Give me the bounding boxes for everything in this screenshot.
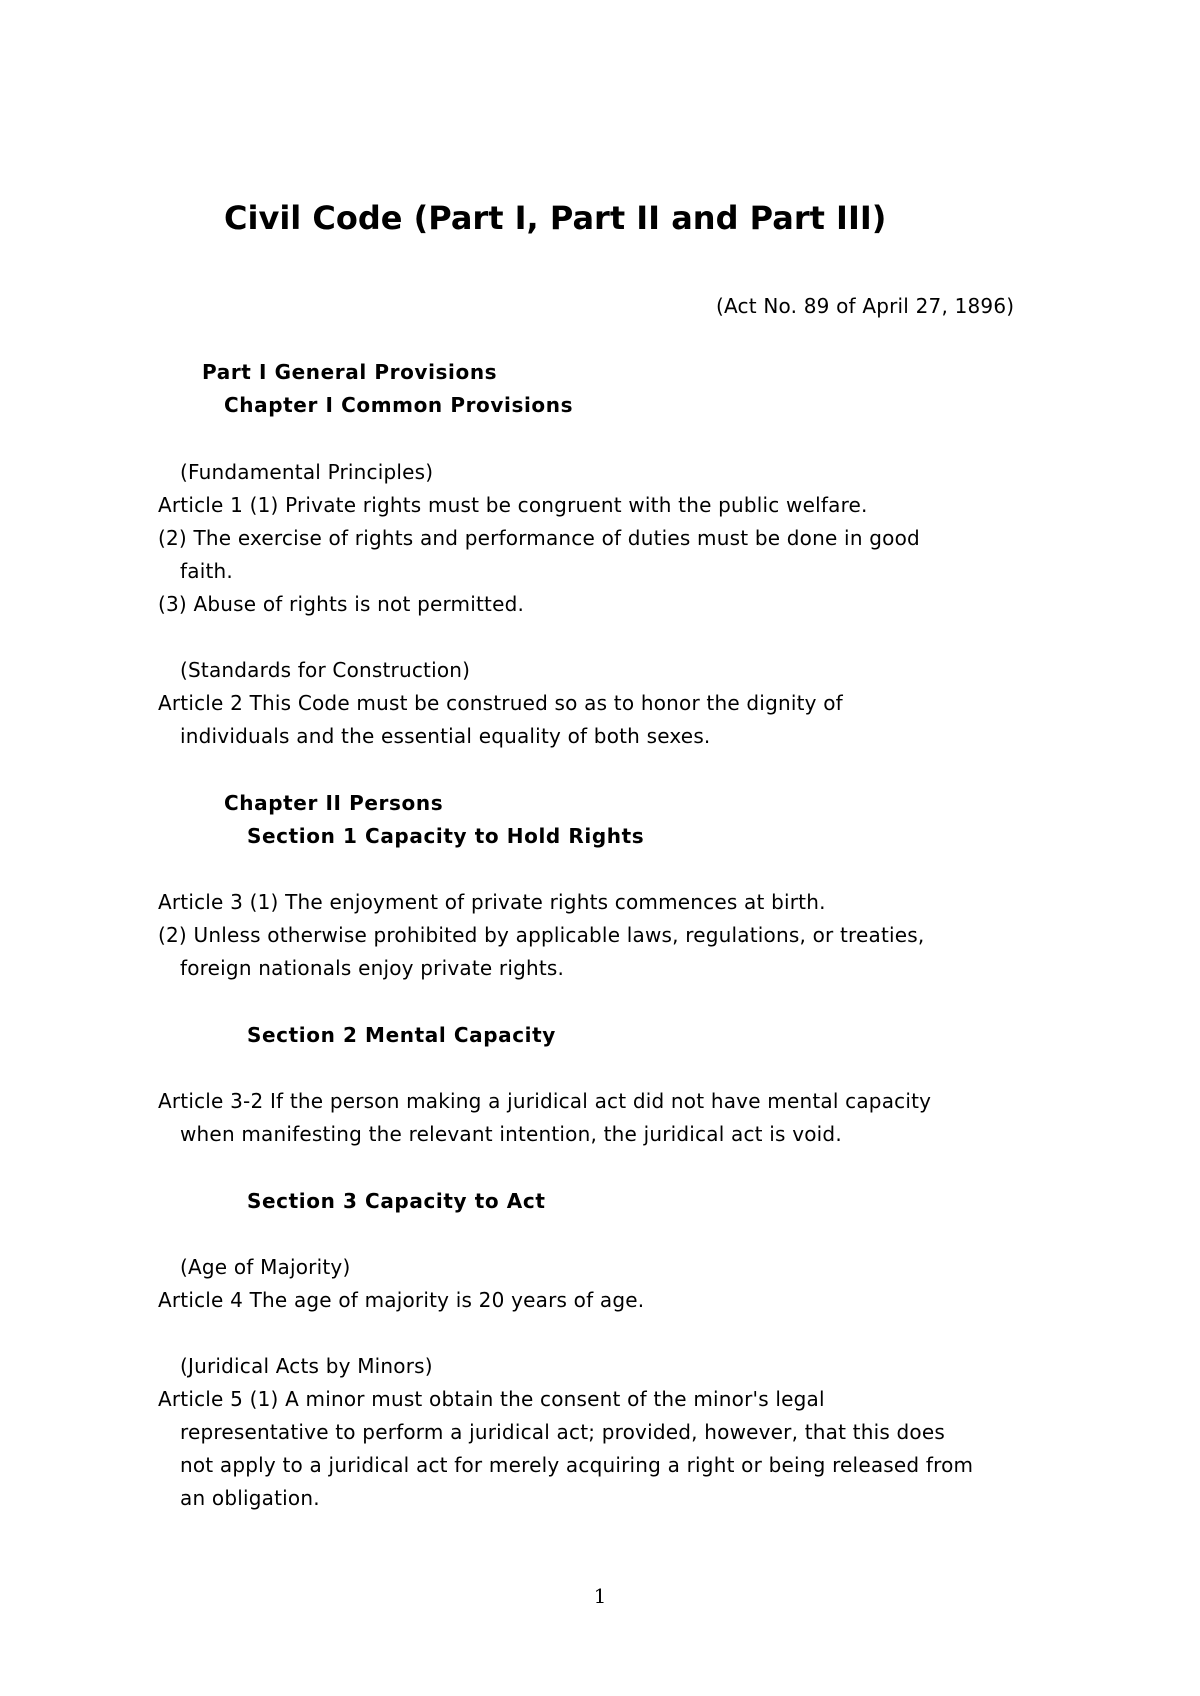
- article-text: when manifesting the relevant intention, the juridical act is void.: [180, 1122, 842, 1146]
- document-title: Civil Code (Part I, Part II and Part III): [224, 199, 887, 237]
- article-text: Article 3-2 If the person making a juridical act did not have mental capacity: [158, 1089, 932, 1113]
- article-text: (2) The exercise of rights and performance of duties must be done in good: [158, 526, 920, 550]
- article-text: Article 2 This Code must be construed so as to honor the dignity of: [158, 691, 843, 715]
- article-text: (2) Unless otherwise prohibited by applicable laws, regulations, or treaties,: [158, 923, 925, 947]
- article-text: individuals and the essential equality of both sexes.: [180, 724, 711, 748]
- article-text: not apply to a juridical act for merely acquiring a right or being released from: [180, 1453, 974, 1477]
- section-heading: Section 2 Mental Capacity: [247, 1023, 556, 1047]
- act-number: (Act No. 89 of April 27, 1896): [716, 294, 1015, 318]
- article-text: (3) Abuse of rights is not permitted.: [158, 592, 525, 616]
- chapter-heading: Chapter II Persons: [224, 791, 444, 815]
- chapter-heading: Chapter I Common Provisions: [224, 393, 574, 417]
- article-text: representative to perform a juridical act; provided, however, that this does: [180, 1420, 945, 1444]
- part-heading: Part I General Provisions: [202, 360, 498, 384]
- article-text: Article 4 The age of majority is 20 years of age.: [158, 1288, 645, 1312]
- article-caption: (Juridical Acts by Minors): [180, 1354, 433, 1378]
- article-text: an obligation.: [180, 1486, 320, 1510]
- section-heading: Section 3 Capacity to Act: [247, 1189, 546, 1213]
- article-text: Article 1 (1) Private rights must be congruent with the public welfare.: [158, 493, 868, 517]
- article-text: faith.: [180, 559, 233, 583]
- article-text: Article 3 (1) The enjoyment of private rights commences at birth.: [158, 890, 826, 914]
- section-heading: Section 1 Capacity to Hold Rights: [247, 824, 645, 848]
- article-caption: (Standards for Construction): [180, 658, 471, 682]
- article-text: foreign nationals enjoy private rights.: [180, 956, 565, 980]
- article-caption: (Fundamental Principles): [180, 460, 434, 484]
- page-number: 1: [593, 1584, 607, 1608]
- article-caption: (Age of Majority): [180, 1255, 351, 1279]
- article-text: Article 5 (1) A minor must obtain the consent of the minor's legal: [158, 1387, 825, 1411]
